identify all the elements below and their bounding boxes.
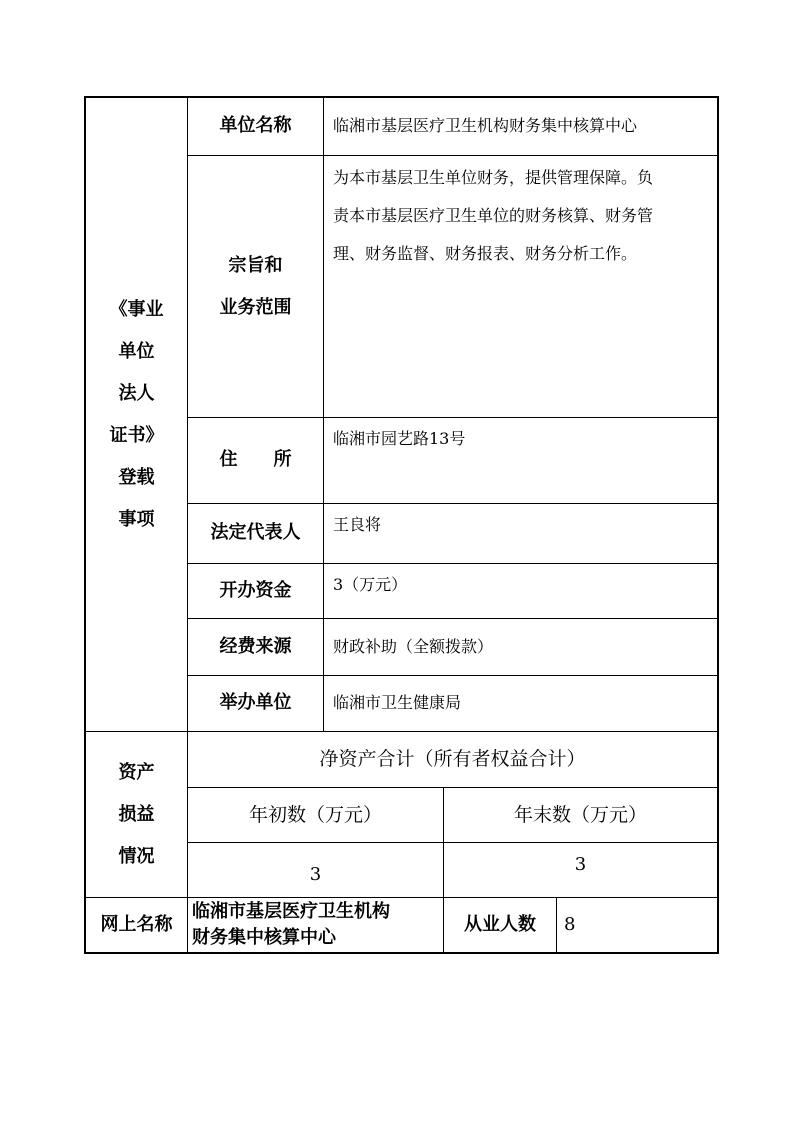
online-name-label: 网上名称 xyxy=(100,913,173,935)
legal-rep-value: 王良将 xyxy=(333,514,382,534)
divider xyxy=(323,96,324,731)
capital-label: 开办资金 xyxy=(219,579,292,601)
capital-value: 3（万元） xyxy=(333,574,408,594)
border-bottom xyxy=(84,952,719,954)
sponsor-value: 临湘市卫生健康局 xyxy=(333,693,462,713)
unit-name-label: 单位名称 xyxy=(219,114,292,136)
unit-name-value: 临湘市基层医疗卫生机构财务集中核算中心 xyxy=(333,115,638,135)
address-value: 临湘市园艺路13号 xyxy=(333,428,466,448)
begin-of-year-value: 3 xyxy=(309,863,322,885)
staff-count-value: 8 xyxy=(564,913,576,935)
assets-section-label: 资产 损益 情况 xyxy=(118,761,155,867)
registration-section-label: 《事业 单位 法人 证书》 登载 事项 xyxy=(109,299,164,530)
address-label: 住 所 xyxy=(219,449,292,471)
legal-rep-label: 法定代表人 xyxy=(210,522,301,544)
purpose-value xyxy=(333,159,715,414)
online-name-value: 临湘市基层医疗卫生机构 财务集中核算中心 xyxy=(192,901,390,948)
end-of-year-label: 年末数（万元） xyxy=(513,803,647,826)
purpose-line: 责本市基层医疗卫生单位的财务核算、财务管 xyxy=(333,206,654,225)
funding-label: 经费来源 xyxy=(219,635,292,657)
funding-value: 财政补助（全额拨款） xyxy=(333,636,494,656)
purpose-label: 宗旨和 业务范围 xyxy=(219,254,292,318)
staff-count-label: 从业人数 xyxy=(464,913,536,935)
purpose-line: 理、财务监督、财务报表、财务分析工作。 xyxy=(333,244,638,263)
border-right xyxy=(717,96,719,954)
net-assets-header: 净资产合计（所有者权益合计） xyxy=(319,748,586,771)
sponsor-label: 举办单位 xyxy=(219,692,292,714)
divider xyxy=(556,897,557,953)
end-of-year-value: 3 xyxy=(574,853,587,875)
begin-of-year-label: 年初数（万元） xyxy=(248,803,382,826)
purpose-line: 为本市基层卫生单位财务，提供管理保障。负 xyxy=(333,168,654,187)
